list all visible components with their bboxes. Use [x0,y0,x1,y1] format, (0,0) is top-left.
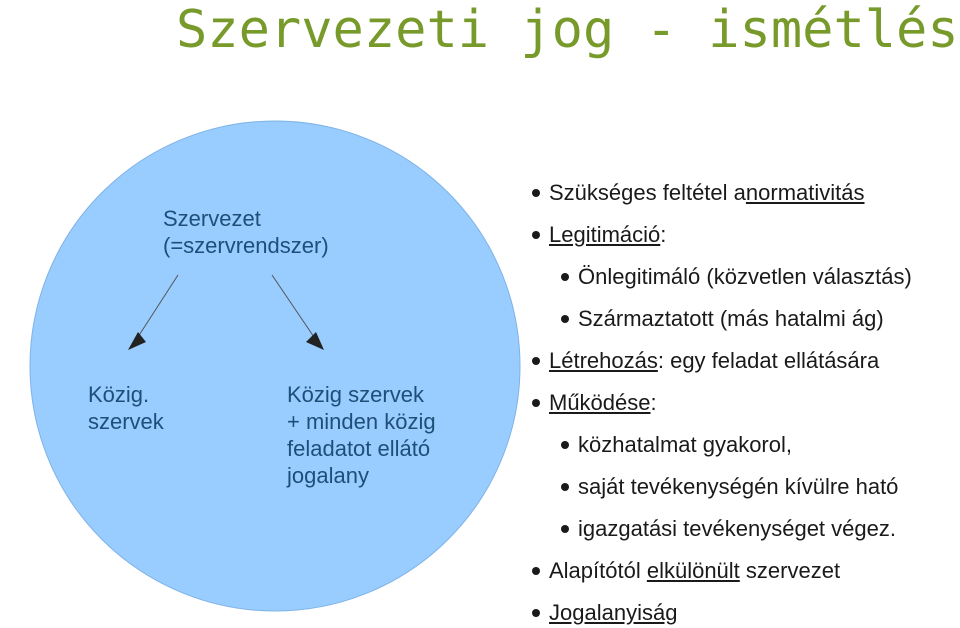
creation-link[interactable]: Létrehozás [549,348,658,373]
bullet-item: Létrehozás : egy feladat ellátására [532,348,879,374]
organization-label: Szervezet (=szervrendszer) [163,206,329,258]
operation-link[interactable]: Működése [549,390,651,415]
sub-bullet-item: saját tevékenységén kívülre ható [561,474,898,500]
bullet-icon [561,315,569,323]
bullet-icon [532,399,540,407]
bullet-icon [532,567,540,575]
bullet-item: Szükséges feltétel a normativitás [532,180,865,206]
bullet-icon [561,483,569,491]
bullet-icon [532,231,540,239]
sub-bullet-item: igazgatási tevékenységet végez. [561,516,896,542]
legal-personality-link[interactable]: Jogalanyiság [549,600,678,625]
bullet-icon [561,273,569,281]
organization-circle [30,121,520,611]
public-admin-bodies-label: Közig. szervek [88,382,164,434]
sub-bullet-item: közhatalmat gyakorol, [561,432,792,458]
bullet-icon [561,525,569,533]
sub-bullet-item: Önlegitimáló (közvetlen választás) [561,264,912,290]
separated-link[interactable]: elkülönült [646,558,740,583]
bullet-item: Működése : [532,390,657,416]
normativity-link[interactable]: normativitás [745,180,865,205]
page-title: Szervezeti jog - ismétlés [176,0,959,60]
bullet-item: Alapítótól elkülönült szervezet [532,558,840,584]
bullet-icon [532,609,540,617]
bullet-icon [561,441,569,449]
bullet-icon [532,189,540,197]
extended-bodies-label: Közig szervek + minden közig feladatot ellátó jogalany [287,382,436,488]
bullet-item: Legitimáció : [532,222,666,248]
legitimation-link[interactable]: Legitimáció [549,222,661,247]
bullet-icon [532,357,540,365]
sub-bullet-item: Származtatott (más hatalmi ág) [561,306,884,332]
bullet-item [532,600,677,626]
